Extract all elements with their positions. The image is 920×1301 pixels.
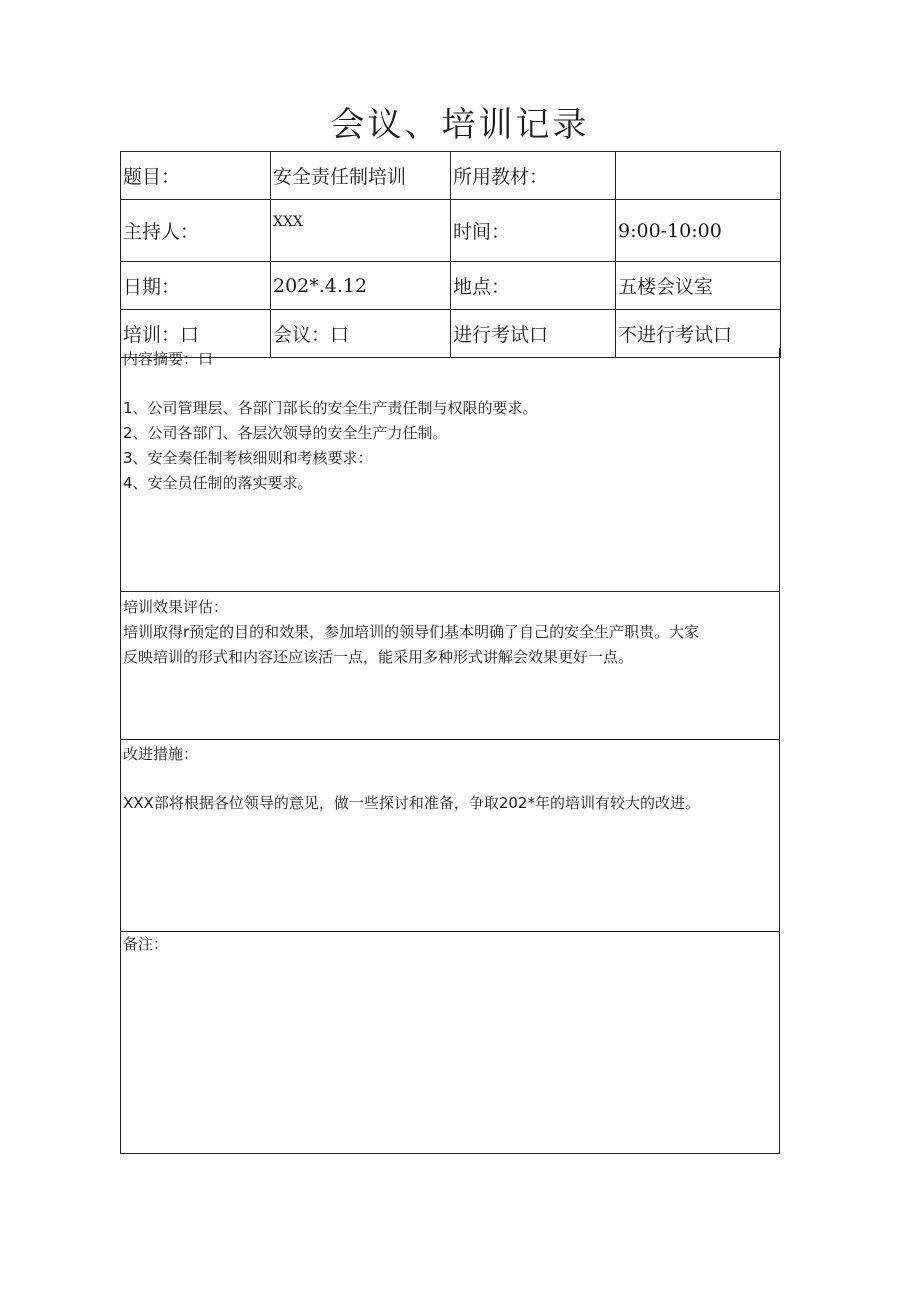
improvement-section xyxy=(120,740,780,932)
location-label: 地点： xyxy=(451,262,616,310)
meeting-checkbox-label: 会议：口 xyxy=(271,310,451,358)
summary-item: 2、公司各部门、各层次领导的安全生产力任制。 xyxy=(123,424,448,442)
table-row xyxy=(121,262,781,310)
materials-label: 所用教材： xyxy=(451,152,616,200)
evaluation-text: 培训取得r预定的目的和效果，参加培训的领导们基本明确了自己的安全生产职贵。大家 xyxy=(123,623,700,641)
notes-heading: 备注： xyxy=(123,935,169,953)
date-label: 日期： xyxy=(121,262,271,310)
summary-heading: 内容摘要：口 xyxy=(123,350,214,368)
evaluation-section xyxy=(120,592,780,740)
page-title: 会议、培训记录 xyxy=(330,105,590,145)
summary-item: 3、安全奏任制考核细则和考核要求： xyxy=(123,449,373,467)
time-value: 9:00-10:00 xyxy=(616,200,781,262)
training-checkbox-label: 培训：口 xyxy=(121,310,271,358)
content-summary-section xyxy=(120,348,780,592)
improvement-text: XXX部将根据各位领导的意见，做一些探讨和准备，争取202*年的培训有较大的改进。 xyxy=(123,794,700,812)
topic-label: 题目： xyxy=(121,152,271,200)
notes-section xyxy=(120,932,780,1154)
improvement-heading: 改进措施： xyxy=(123,745,199,763)
time-label: 时间： xyxy=(451,200,616,262)
location-value: 五楼会议室 xyxy=(616,262,781,310)
exam-checkbox-label: 进行考试口 xyxy=(451,310,616,358)
info-table xyxy=(120,151,781,358)
table-row xyxy=(121,200,781,262)
materials-value xyxy=(616,152,781,200)
no-exam-checkbox-label: 不进行考试口 xyxy=(616,310,781,358)
date-value: 202*.4.12 xyxy=(271,262,451,310)
host-value: XXX xyxy=(271,200,451,262)
summary-item: 1、公司管理层、各部门部长的安全生产责任制与权限的要求。 xyxy=(123,399,538,417)
topic-value: 安全责任制培训 xyxy=(271,152,451,200)
table-row xyxy=(121,152,781,200)
evaluation-heading: 培训效果评估： xyxy=(123,598,229,616)
evaluation-text: 反映培训的形式和内容还应该活一点，能采用多种形式讲解会效果更好一点。 xyxy=(123,648,634,666)
host-label: 主持人： xyxy=(121,200,271,262)
summary-item: 4、安全员任制的落实要求。 xyxy=(123,474,313,492)
